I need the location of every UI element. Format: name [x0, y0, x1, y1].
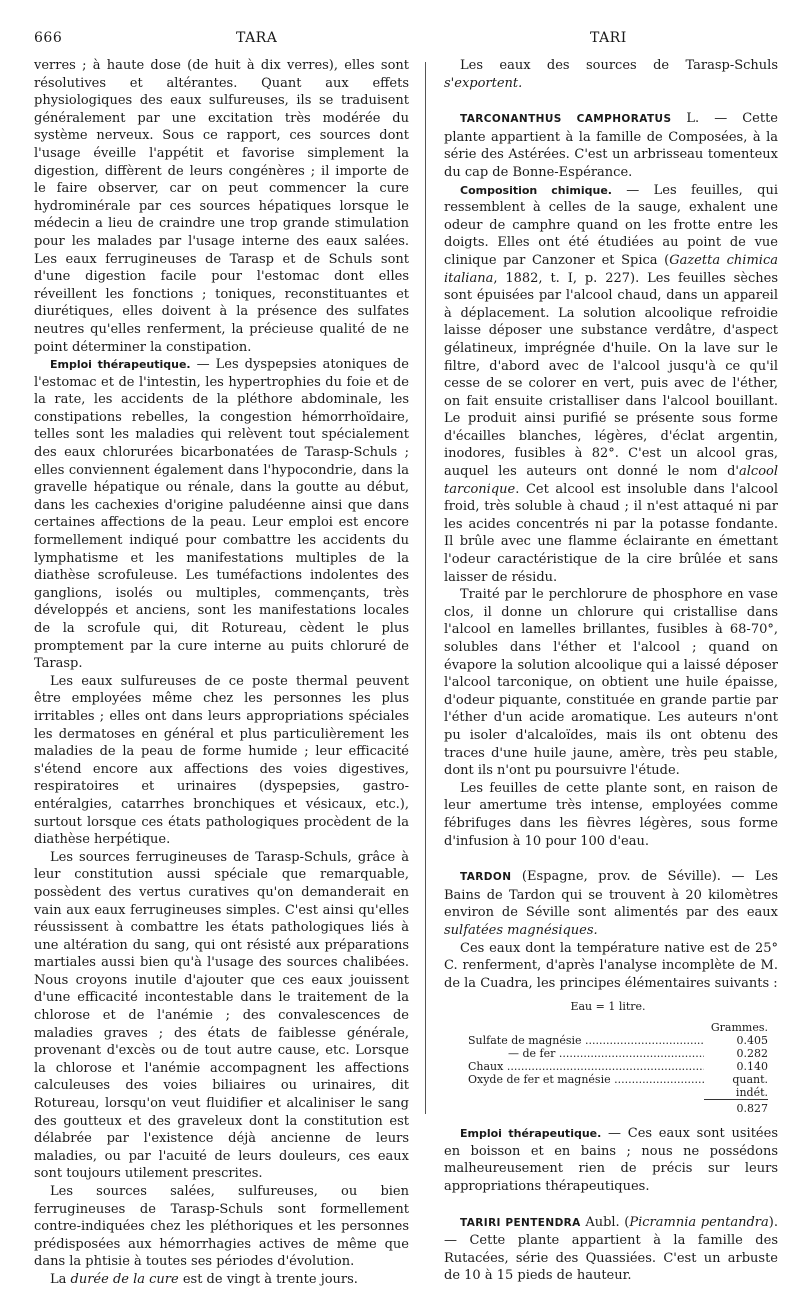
- paragraph-perchloride: Traité par le perchlorure de phosphore en vase clos, il donne un chlorure qui cristallise dans l'alcool en lamelles brillantes, fusibles à 68-70°, solubles dans l'éther et l'alcool ; quand on évapore la solution alcoolique qui a laissé déposer l'alcool tarconique, on obtient une huile épaisse, d'odeur piquante, constituée en grande partie par l'éther d'un acide aromatique. Les auteurs n'ont pu isoler d'alcaloïdes, mais ils ont obtenu des traces d'une huile jaune, amère, très peu stable, dont ils n'ont pu poursuivre l'étude.: [444, 587, 778, 779]
- paragraph-tardon-therapeutic: Emploi thérapeutique. — Ces eaux sont usitées en boisson et en bains ; nous ne possédons malheureusement rien de précis sur leurs appropriations thérapeutiques.: [444, 1126, 778, 1195]
- subheading-therapeutic-use: Emploi thérapeutique.: [50, 358, 191, 372]
- entry-tarconanthus: TARCONANTHUS CAMPHORATUS L. — Cette plante appartient à la famille de Composées, à la série des Astérées. C'est un arbrisseau tomenteux du cap de Bonne-Espérance.: [444, 111, 778, 180]
- table-caption: Eau = 1 litre.: [570, 1000, 646, 1014]
- composition-table: [468, 1000, 768, 1115]
- paragraph-export: Les eaux des sources de Tarasp-Schuls s'exportent.: [444, 58, 778, 91]
- table-total: 0.827: [704, 1099, 768, 1115]
- entry-headword: TARIRI PENTENDRA: [460, 1216, 581, 1229]
- entry-headword: TARDON: [460, 871, 512, 884]
- column-divider: [425, 62, 426, 1114]
- paragraph-iron-waters: Les sources ferrugineuses de Tarasp-Schuls, grâce à leur constitution aussi spéciale que remarquable, possèdent des vertus curatives qu'on demanderait en vain aux eaux ferrugineuses simples. C'est ainsi qu'elles réussissent à combattre les états pathologiques liés à une altération du sang, qui ont résisté aux préparations martiales aussi bien qu'à l'usage des sources chalibées. Nous croyons inutile d'ajouter que ces eaux jouissent d'une efficacité incontestable dans le traitement de la chlorose et de l'anémie ; des convalescences de maladies graves ; des états de faiblesse générale, provenant d'excès ou de tout autre cause, etc. Lorsque la chlorose et l'anémie accompagnent les affections calculeuses des voies biliaires ou urinaires, dit Rotureau, lorsqu'on veut fluidifier et alcaliniser le sang des goutteux et des graveleux dont la constitution est délabrée par l'existence déjà ancienne de leurs maladies, ou par l'acuité de leurs douleurs, ces eaux sont toujours utilement prescrites.: [34, 849, 409, 1182]
- table-row: — de fer ..... 0.282: [468, 1047, 768, 1060]
- table-row: Chaux ..... 0.140: [468, 1060, 768, 1073]
- right-column: [444, 57, 778, 1285]
- entry-tardon: TARDON (Espagne, prov. de Séville). — Les Bains de Tardon qui se trouvent à 20 kilomètres environ de Séville sont alimentés par des eaux sulfatées magnésiques.: [444, 869, 778, 938]
- entry-tariri: TARIRI PENTENDRA Aubl. (Picramnia pentandra). — Cette plante appartient à la famille des Rutacées, série des Quassiées. C'est un arbuste de 10 à 15 pieds de hauteur.: [444, 1214, 778, 1284]
- entry-headword: TARCONANTHUS CAMPHORATUS: [460, 113, 672, 126]
- paragraph-sulfur-waters: Les eaux sulfureuses de ce poste thermal peuvent être employées même chez les personnes les plus irritables ; elles ont dans leurs appropriations spéciales les dermatoses en général et plus particulièrement les maladies de la peau de forme humide ; leur efficacité s'étend encore aux affections des voies digestives, respiratoires et urinaires (dyspepsies, gastro-entéralgies, catarrhes bronchiques et vésicaux, etc.), surtout lorsque ces états pathologiques procèdent de la diathèse herpétique.: [34, 673, 409, 848]
- paragraph-tardon-composition: Ces eaux dont la température native est de 25° C. renferment, d'après l'analyse incomplète de M. de la Cuadra, les principes élémentaires suivants :: [444, 940, 778, 991]
- paragraph-contraindications: Les sources salées, sulfureuses, ou bien ferrugineuses de Tarasp-Schuls sont formellement contre-indiquées chez les pléthoriques et les personnes prédisposées aux hémorrhagies actives de même que dans la phtisie à toutes ses périodes d'évolution.: [34, 1184, 409, 1270]
- table-row: Oxyde de fer et magnésie ..... quant. indét.: [468, 1073, 768, 1099]
- page-number: 666: [34, 30, 63, 46]
- paragraph-leaves-use: Les feuilles de cette plante sont, en raison de leur amertume très intense, employées comme fébrifuges dans les fièvres légères, sous forme d'infusion à 10 pour 100 d'eau.: [444, 780, 778, 849]
- subheading-chemical-composition: Composition chimique.: [460, 183, 612, 197]
- paragraph-effects: verres ; à haute dose (de huit à dix verres), elles sont résolutives et altérantes. Quant aux effets physiologiques des eaux sulfureuses, ils se traduisent généralement par une excitation très modérée du système nerveux. Sous ce rapport, ces sources dont l'usage éveille l'appétit et favorise simplement la digestion, diffèrent de leurs congénères ; il importe de le faire observer, car on peut commencer la cure hydrominérale par ces sources hépatiques lorsque le médecin a lieu de craindre une trop grande stimulation pour les malades par l'usage interne des eaux salées. Les eaux ferrugineuses de Tarasp et de Schuls sont d'une digestion facile pour l'estomac dont elles réveillent les fonctions ; toniques, reconstituantes et diurétiques, elles doivent à la présence des sulfates neutres qu'elles renferment, la précieuse qualité de ne point déterminer la constipation.: [34, 58, 409, 355]
- table-row: Sulfate de magnésie ..... 0.405: [468, 1034, 768, 1047]
- paragraph-chemical-composition: Composition chimique. — Les feuilles, qui ressemblent à celles de la sauge, exhalent une odeur de camphre quand on les frotte entre les doigts. Elles ont été étudiées au point de vue clinique par Canzoner et Spica (Gazetta chimica italiana, 1882, t. I, p. 227). Les feuilles sèches sont épuisées par l'alcool chaud, dans un appareil à déplacement. La solution alcoolique refroidie laisse déposer une substance verdâtre, d'aspect gélatineux, imprégnée d'huile. On la lave sur le filtre, d'abord avec de l'alcool jusqu'à ce qu'il cesse de se colorer en vert, puis avec de l'éther, on fait ensuite cristalliser dans l'alcool bouillant. Le produit ainsi purifié se présente sous forme d'écailles blanches, légères, d'éclat argentin, inodores, fusibles à 82°. C'est un alcool gras, auquel les auteurs ont donné le nom d'alcool tarconique. Cet alcool est insoluble dans l'alcool froid, très soluble à chaud ; il n'est attaqué ni par les acides concentrés ni par la potasse fondante. Il brûle avec une flamme éclairante en émettant l'odeur caractéristique de la cire brûlée et sans laisser de résidu.: [444, 182, 778, 585]
- paragraph-cure-duration: La durée de la cure est de vingt à trente jours.: [50, 1271, 358, 1287]
- subheading-therapeutic-use: Emploi thérapeutique.: [460, 1127, 602, 1141]
- running-head-left: TARA: [236, 30, 278, 46]
- running-head-right: TARI: [590, 30, 627, 46]
- left-column: [34, 57, 409, 1289]
- paragraph-therapeutic-use: Emploi thérapeutique. — Les dyspepsies atoniques de l'estomac et de l'intestin, les hypertrophies du foie et de la rate, les accidents de la pléthore abdominale, les constipations rebelles, la congestion hémorrhoïdaire, telles sont les maladies qui relèvent tout spécialement des eaux chlorurées bicarbonatées de Tarasp-Schuls ; elles conviennent également dans l'hypocondrie, dans la gravelle hépatique ou rénale, dans la goutte au début, dans les cachexies d'origine paludéenne ainsi que dans certaines affections de la peau. Leur emploi est encore formellement indiqué pour combattre les accidents du lymphatisme et les manifestations multiples de la diathèse scrofuleuse. Les tuméfactions indolentes des ganglions, isolés ou multiples, commençants, très développés et anciens, sont les manifestations locales de la scrofule qui, dit Rotureau, cèdent le plus promptement par la cure interne au puits chloruré de Tarasp.: [34, 357, 409, 672]
- table-unit: Grammes.: [710, 1021, 768, 1035]
